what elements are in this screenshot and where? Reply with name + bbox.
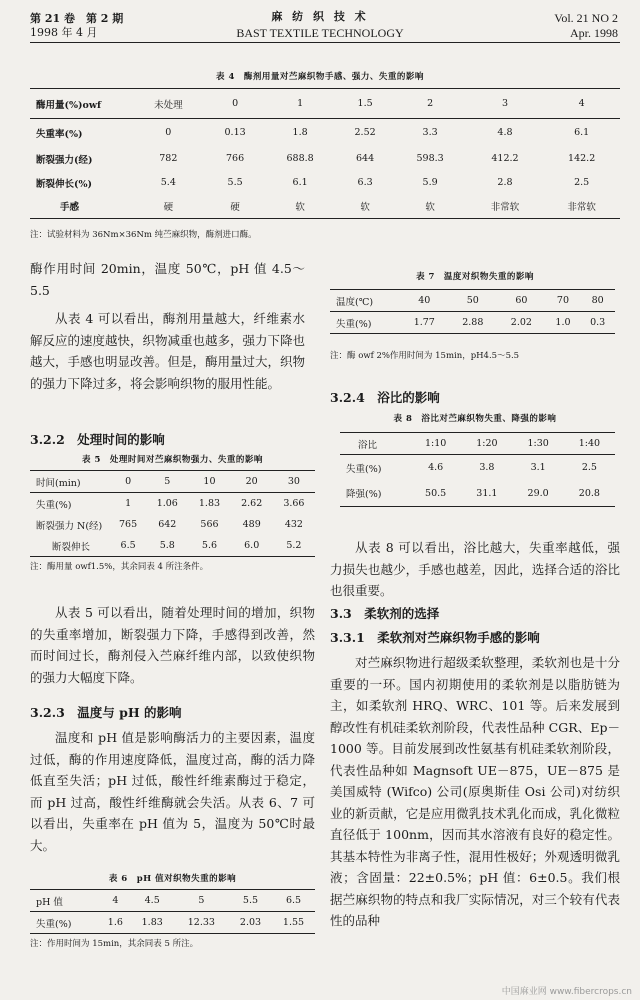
table-header-cell: 酶用量(%)owf: [30, 89, 130, 119]
table5-header-row: [30, 471, 315, 493]
table-header-cell: 2: [394, 89, 467, 119]
section-3-2-2-heading: 3.2.2 处理时间的影响: [30, 432, 165, 447]
table-cell: 降强(%): [340, 481, 410, 507]
journal-title-cn: 麻 纺 织 技 术: [271, 10, 369, 23]
table-cell: 5.8: [146, 535, 188, 557]
table-cell: 断裂强力 N(经): [36, 520, 103, 532]
table-header-cell: 5.5: [229, 890, 272, 912]
table-cell: 1.55: [272, 912, 315, 934]
table-header-cell: 10: [188, 471, 230, 493]
table-header-cell: 温度(℃): [330, 290, 400, 312]
date-en: Apr. 1998: [570, 26, 618, 40]
paragraph-softener: 对苎麻织物进行超级柔软整理，柔软剂也是十分重要的一环。国内初期使用的柔软剂是以脂肪链为主，如柔软剂 HRQ、WRC、101 等。后来发展到醇改性有机硅柔软剂阶段，代表性品种 CGR、Ep－1000 等。目前发展到改性氨基有机硅柔软剂阶段，代表性品种如 Magnsoft UE－875，UE－875 是美国威特 (Wifco) 公司(原奥斯佳 Osi 公司)对纺织业的新贡献，它是应用微乳技术乳化而成，乳化微粒直径低于 100nm，因而其水溶液有良好的稳定性。其基本特性为非离子性，混用性极好；外观透明微乳液；含固量：22±0.5%；pH 值：6±0.5。我们根据苎麻织物的特点和我厂实际情况，对三个较有代表性的品种: [330, 655, 620, 928]
table-cell: 31.1: [461, 481, 512, 507]
table-header-cell: 未处理: [130, 89, 207, 119]
table-cell: 3.66: [273, 493, 315, 515]
table-cell: 2.5: [574, 177, 590, 188]
table-cell: 6.5: [110, 535, 146, 557]
table-header-cell: 4: [543, 89, 620, 119]
table-header-cell: 50: [449, 290, 498, 312]
table4: [30, 88, 620, 219]
table-header-cell: pH 值: [30, 890, 100, 912]
table6-header-row: [30, 890, 315, 912]
table-header-cell: 3: [467, 89, 544, 119]
date-cn: 1998 年 4 月: [30, 26, 98, 39]
table5-note: 注：酶用量 owf1.5%，其余同表 4 所注条件。: [30, 562, 209, 572]
table-cell: 12.33: [174, 912, 229, 934]
table-cell: 硬: [130, 195, 207, 219]
table-header-cell: 4.5: [131, 890, 174, 912]
table-header-cell: 1:30: [513, 433, 564, 455]
table-row: [30, 912, 315, 934]
section-3-2-4-heading: 3.2.4 浴比的影响: [330, 390, 440, 405]
table-header-cell: 40: [400, 290, 449, 312]
table-cell: 非常软: [467, 195, 544, 219]
table-row: [340, 455, 615, 481]
table-cell: 1.83: [131, 912, 174, 934]
table-header-cell: 1.5: [337, 89, 394, 119]
table-cell: 2.88: [449, 312, 498, 334]
table-header-cell: 70: [546, 290, 581, 312]
table-cell: 4.6: [410, 455, 461, 481]
table7-caption: 表 7 温度对织物失重的影响: [416, 272, 534, 282]
table-cell: 20.8: [564, 481, 615, 507]
table8-header-row: [340, 433, 615, 455]
table-header-cell: 4: [100, 890, 131, 912]
table-cell: 3.1: [513, 455, 564, 481]
table-cell: 0.3: [580, 312, 615, 334]
table7: [330, 289, 615, 334]
table-cell: 1.0: [546, 312, 581, 334]
section-3-3-1-heading: 3.3.1 柔软剂对苎麻织物手感的影响: [330, 630, 540, 645]
table-cell: 1: [110, 493, 146, 515]
table-cell: 142.2: [568, 153, 596, 164]
table-cell: 489: [242, 519, 261, 530]
paragraph-table8-discussion: 从表 8 可以看出，浴比越大，失重率越低，强力损失也越少，手感也越差，因此，选择合适的浴比也很重要。: [330, 540, 620, 598]
table7-header-row: [330, 290, 615, 312]
table-cell: 598.3: [416, 153, 444, 164]
paragraph-table4-discussion: 从表 4 可以看出，酶剂用量越大，纤维素水解反应的速度越快，织物减重也越多，强力下降也越大，手感也明显改善。但是，酶用量过大，织物的强力下降过多，将会影响织物的服用性能。: [30, 311, 306, 391]
table-cell: 432: [284, 519, 303, 530]
table-row: [30, 119, 620, 147]
table-row: [30, 147, 620, 171]
section-3-3-heading: 3.3 柔软剂的选择: [330, 606, 440, 621]
table-cell: 50.5: [410, 481, 461, 507]
table-cell: 766: [226, 153, 245, 164]
table-cell: 412.2: [491, 153, 519, 164]
table-row: [30, 493, 315, 515]
table-row: [30, 195, 620, 219]
table-cell: 失重率(%): [30, 119, 130, 147]
table8: [340, 432, 615, 507]
paragraph-table5-discussion: 从表 5 可以看出，随着处理时间的增加，织物的失重率增加，断裂强力下降，手感得到改善，然而时间过长，酶剂侵入苎麻纤维内部，以致使织物的强力大幅度下降。: [30, 605, 315, 685]
table-cell: 1.77: [400, 312, 449, 334]
table-cell: 3.8: [461, 455, 512, 481]
table6-caption: 表 6 pH 值对织物失重的影响: [108, 874, 237, 884]
table-header-cell: 5: [146, 471, 188, 493]
table-cell: 642: [158, 519, 177, 530]
table-cell: 断裂强力(经): [36, 154, 93, 166]
table-cell: 1.06: [146, 493, 188, 515]
table-cell: 688.8: [286, 153, 314, 164]
table-cell: 5.4: [160, 177, 176, 188]
section-3-2-3-heading: 3.2.3 温度与 pH 的影响: [30, 705, 182, 720]
table5-caption: 表 5 处理时间对苎麻织物强力、失重的影响: [82, 455, 263, 465]
table-header-cell: 5: [174, 890, 229, 912]
table-cell: 手感: [30, 195, 130, 219]
table-cell: 782: [159, 153, 178, 164]
table-cell: 软: [337, 195, 394, 219]
header-rule: [30, 42, 620, 43]
table-cell: 6.1: [543, 119, 620, 147]
table-header-cell: 时间(min): [30, 471, 110, 493]
table-cell: 3.3: [394, 119, 467, 147]
table-row: [30, 535, 315, 557]
table-header-cell: 30: [273, 471, 315, 493]
table-cell: 2.02: [497, 312, 546, 334]
table-cell: 失重(%): [30, 493, 110, 515]
table-header-cell: 1:40: [564, 433, 615, 455]
table-cell: 断裂伸长: [30, 535, 110, 557]
table-cell: 6.3: [357, 177, 373, 188]
table-cell: 断裂伸长(%): [36, 178, 93, 190]
table6-note: 注：作用时间为 15min，其余同表 5 所注。: [30, 939, 199, 949]
table-cell: 硬: [207, 195, 264, 219]
table-header-cell: 80: [580, 290, 615, 312]
table8-caption: 表 8 浴比对苎麻织物失重、降强的影响: [393, 414, 557, 424]
volume-issue-cn: 第 21 卷 第 2 期: [30, 12, 124, 25]
table-header-cell: 0: [110, 471, 146, 493]
table-cell: 0.13: [207, 119, 264, 147]
journal-title-en: BAST TEXTILE TECHNOLOGY: [236, 26, 404, 40]
table-cell: 566: [200, 519, 219, 530]
table-cell: 6.0: [231, 535, 273, 557]
table-cell: 失重(%): [30, 912, 100, 934]
table-cell: 5.5: [227, 177, 243, 188]
table-cell: 2.03: [229, 912, 272, 934]
watermark: 中国麻业网 www.fibercrops.cn: [501, 987, 632, 997]
table-cell: 644: [356, 153, 375, 164]
table-header-cell: 1: [264, 89, 337, 119]
table-row: [340, 481, 615, 507]
table-row: [330, 312, 615, 334]
table-cell: 2.62: [231, 493, 273, 515]
table-header-cell: 浴比: [340, 433, 410, 455]
table-row: [30, 514, 315, 535]
table-cell: 1.6: [100, 912, 131, 934]
table7-note: 注：酶 owf 2%作用时间为 15min，pH4.5～5.5: [330, 351, 520, 361]
table-cell: 2.52: [337, 119, 394, 147]
table-cell: 1.83: [188, 493, 230, 515]
table-row: [30, 171, 620, 195]
table5: [30, 470, 315, 557]
table-cell: 5.9: [422, 177, 438, 188]
table-cell: 软: [264, 195, 337, 219]
volume-issue-en: Vol. 21 NO 2: [554, 11, 618, 25]
table-header-cell: 1:10: [410, 433, 461, 455]
table-cell: 29.0: [513, 481, 564, 507]
table-cell: 失重(%): [340, 455, 410, 481]
paragraph-temperature-ph: 温度和 pH 值是影响酶活力的主要因素，温度过低，酶的作用速度降低，温度过高，酶的活力降低直至失活；pH 过低，酸性纤维素酶过于稳定，而 pH 过高，酸性纤维酶就会失活。从表 6、7 可以看出，失重率在 pH 值为 5，温度为 50℃时最大。: [30, 730, 315, 853]
table-cell: 1.8: [264, 119, 337, 147]
table-cell: 软: [394, 195, 467, 219]
table4-header-row: [30, 89, 620, 119]
table-cell: 非常软: [543, 195, 620, 219]
table-cell: 765: [119, 519, 138, 530]
table-cell: 6.1: [292, 177, 308, 188]
table-cell: 5.2: [273, 535, 315, 557]
table-header-cell: 60: [497, 290, 546, 312]
table4-caption: 表 4 酶剂用量对苎麻织物手感、强力、失重的影响: [216, 72, 424, 82]
table-cell: 2.5: [564, 455, 615, 481]
table-cell: 0: [130, 119, 207, 147]
table-cell: 失重(%): [330, 312, 400, 334]
table-cell: 5.6: [188, 535, 230, 557]
table-header-cell: 0: [207, 89, 264, 119]
table-header-cell: 1:20: [461, 433, 512, 455]
table-cell: 4.8: [467, 119, 544, 147]
paragraph-conditions: 酶作用时间 20min，温度 50℃，pH 值 4.5～5.5: [30, 261, 305, 298]
table-header-cell: 20: [231, 471, 273, 493]
table4-note: 注：试验材料为 36Nm×36Nm 纯苎麻织物，酶剂进口酶。: [30, 230, 257, 240]
table-cell: 2.8: [497, 177, 513, 188]
table-header-cell: 6.5: [272, 890, 315, 912]
table6: [30, 889, 315, 934]
